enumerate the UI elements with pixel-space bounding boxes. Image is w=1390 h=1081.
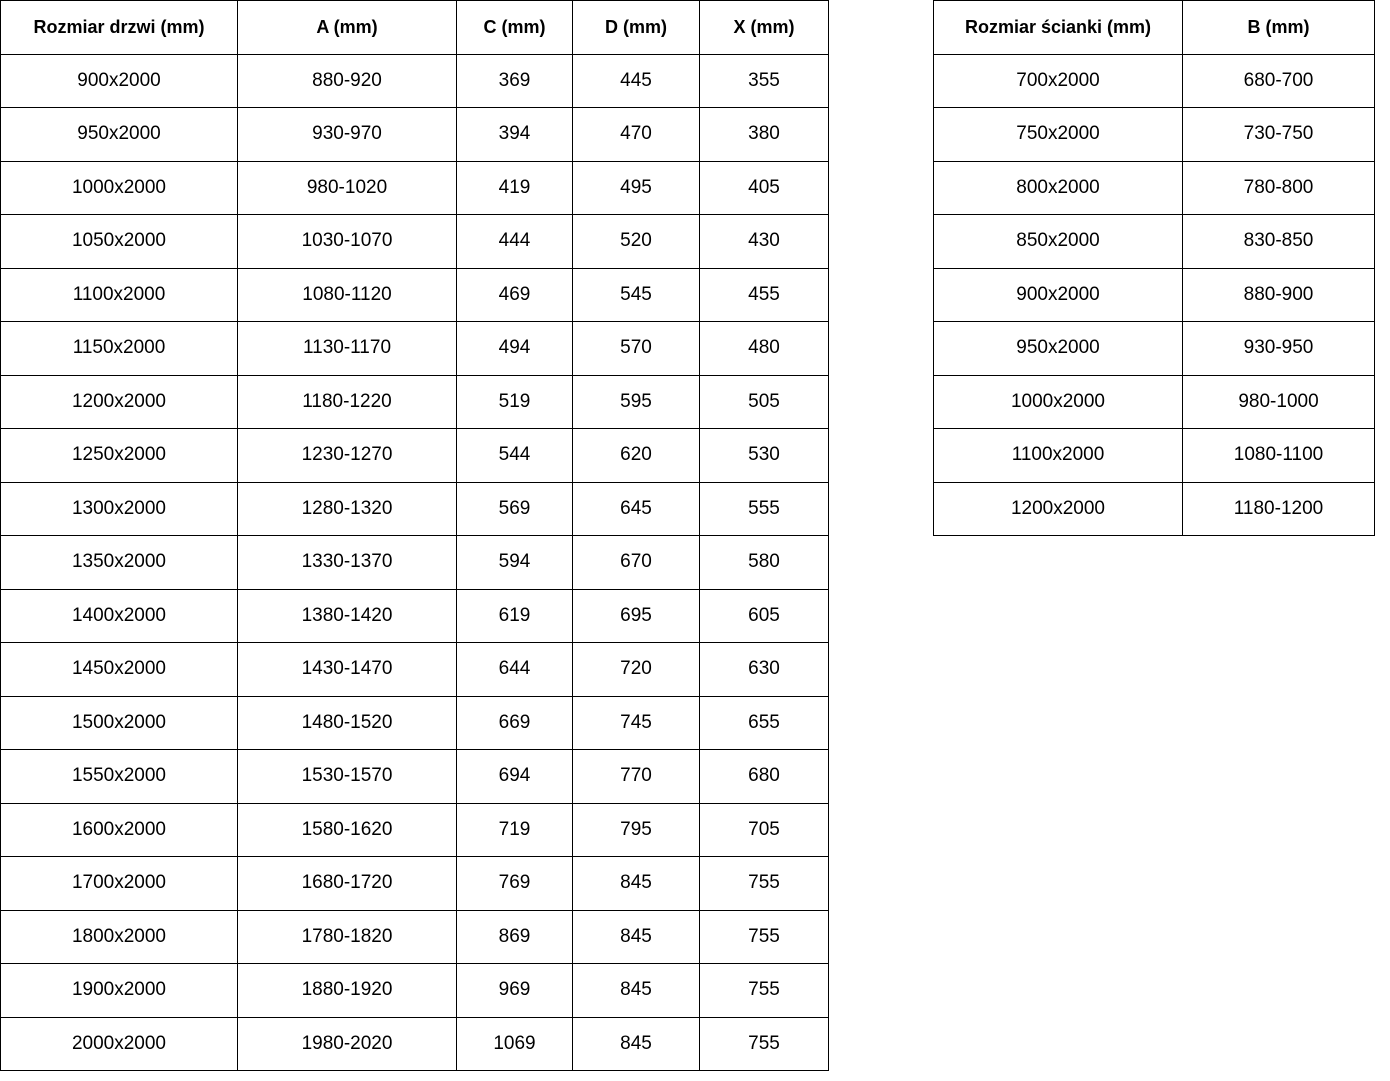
table-cell: 830-850: [1183, 215, 1375, 269]
table-cell: 1680-1720: [238, 857, 457, 911]
table-cell: 1530-1570: [238, 750, 457, 804]
table-row: [934, 322, 1375, 376]
table-cell: 355: [700, 54, 829, 108]
column-header-wall-size: Rozmiar ścianki (mm): [934, 1, 1183, 55]
table-cell: 880-920: [238, 54, 457, 108]
table-cell: 680-700: [1183, 54, 1375, 108]
table-cell: 1180-1200: [1183, 482, 1375, 536]
table-row: [1, 803, 829, 857]
table-cell: 580: [700, 536, 829, 590]
table-cell: 800x2000: [934, 161, 1183, 215]
table-cell: 1030-1070: [238, 215, 457, 269]
table-cell: 730-750: [1183, 108, 1375, 162]
table-cell: 444: [457, 215, 573, 269]
table-cell: 1150x2000: [1, 322, 238, 376]
table-cell: 494: [457, 322, 573, 376]
table-cell: 850x2000: [934, 215, 1183, 269]
table-cell: 619: [457, 589, 573, 643]
table-cell: 900x2000: [1, 54, 238, 108]
table-cell: 869: [457, 910, 573, 964]
table-cell: 1250x2000: [1, 429, 238, 483]
table-cell: 1080-1120: [238, 268, 457, 322]
table-cell: 670: [573, 536, 700, 590]
table-cell: 1430-1470: [238, 643, 457, 697]
table-cell: 845: [573, 964, 700, 1018]
table-cell: 1300x2000: [1, 482, 238, 536]
table-cell: 1450x2000: [1, 643, 238, 697]
table-cell: 380: [700, 108, 829, 162]
table-cell: 1000x2000: [1, 161, 238, 215]
table-cell: 930-970: [238, 108, 457, 162]
table-cell: 750x2000: [934, 108, 1183, 162]
table-row: [934, 482, 1375, 536]
table-cell: 530: [700, 429, 829, 483]
table-cell: 505: [700, 375, 829, 429]
table-cell: 620: [573, 429, 700, 483]
table-row: [1, 161, 829, 215]
table-row: [934, 54, 1375, 108]
table-cell: 780-800: [1183, 161, 1375, 215]
table-cell: 419: [457, 161, 573, 215]
table-cell: 1380-1420: [238, 589, 457, 643]
table-cell: 969: [457, 964, 573, 1018]
table-row: [1, 54, 829, 108]
table-cell: 570: [573, 322, 700, 376]
table-cell: 519: [457, 375, 573, 429]
table-cell: 394: [457, 108, 573, 162]
table-row: [1, 643, 829, 697]
table-cell: 1180-1220: [238, 375, 457, 429]
table-cell: 1350x2000: [1, 536, 238, 590]
table-cell: 470: [573, 108, 700, 162]
table-cell: 700x2000: [934, 54, 1183, 108]
table-row: [1, 108, 829, 162]
column-header-x: X (mm): [700, 1, 829, 55]
table-row: [1, 750, 829, 804]
table-cell: 900x2000: [934, 268, 1183, 322]
table-row: [1, 268, 829, 322]
table-cell: 2000x2000: [1, 1017, 238, 1071]
table-cell: 605: [700, 589, 829, 643]
table-cell: 445: [573, 54, 700, 108]
table-cell: 1050x2000: [1, 215, 238, 269]
table-cell: 1600x2000: [1, 803, 238, 857]
table-cell: 555: [700, 482, 829, 536]
table-row: [1, 482, 829, 536]
table-row: [1, 429, 829, 483]
table-cell: 845: [573, 910, 700, 964]
table-cell: 594: [457, 536, 573, 590]
table-cell: 745: [573, 696, 700, 750]
table-cell: 980-1020: [238, 161, 457, 215]
table-row: [934, 268, 1375, 322]
table-cell: 569: [457, 482, 573, 536]
table-row: [1, 375, 829, 429]
table-row: [1, 215, 829, 269]
table-cell: 1480-1520: [238, 696, 457, 750]
table-cell: 644: [457, 643, 573, 697]
table-cell: 1700x2000: [1, 857, 238, 911]
table-row: [1, 696, 829, 750]
table-row: [1, 536, 829, 590]
table-cell: 1330-1370: [238, 536, 457, 590]
table-cell: 1580-1620: [238, 803, 457, 857]
column-header-door-size: Rozmiar drzwi (mm): [1, 1, 238, 55]
table-cell: 1100x2000: [934, 429, 1183, 483]
table-row: [1, 589, 829, 643]
table-cell: 544: [457, 429, 573, 483]
table-row: [1, 964, 829, 1018]
table-cell: 430: [700, 215, 829, 269]
table-row: [1, 322, 829, 376]
table-cell: 669: [457, 696, 573, 750]
table-cell: 595: [573, 375, 700, 429]
column-header-b: B (mm): [1183, 1, 1375, 55]
table-cell: 1130-1170: [238, 322, 457, 376]
table-cell: 694: [457, 750, 573, 804]
table-cell: 1500x2000: [1, 696, 238, 750]
table-cell: 495: [573, 161, 700, 215]
column-header-a: A (mm): [238, 1, 457, 55]
table-cell: 769: [457, 857, 573, 911]
table-row: [1, 857, 829, 911]
table-cell: 1280-1320: [238, 482, 457, 536]
table-cell: 719: [457, 803, 573, 857]
table-cell: 795: [573, 803, 700, 857]
table-cell: 720: [573, 643, 700, 697]
table-cell: 1080-1100: [1183, 429, 1375, 483]
table-cell: 770: [573, 750, 700, 804]
table-cell: 1100x2000: [1, 268, 238, 322]
table-cell: 520: [573, 215, 700, 269]
table-cell: 755: [700, 1017, 829, 1071]
table-cell: 645: [573, 482, 700, 536]
table-row: [1, 1017, 829, 1071]
table-header-row: [1, 1, 829, 55]
table-cell: 1780-1820: [238, 910, 457, 964]
table-cell: 1230-1270: [238, 429, 457, 483]
table-cell: 1550x2000: [1, 750, 238, 804]
table-cell: 930-950: [1183, 322, 1375, 376]
table-row: [934, 429, 1375, 483]
table-cell: 980-1000: [1183, 375, 1375, 429]
table-header-row: [934, 1, 1375, 55]
table-cell: 705: [700, 803, 829, 857]
table-cell: 1900x2000: [1, 964, 238, 1018]
table-cell: 480: [700, 322, 829, 376]
table-cell: 655: [700, 696, 829, 750]
table-cell: 1980-2020: [238, 1017, 457, 1071]
table-cell: 405: [700, 161, 829, 215]
table-cell: 545: [573, 268, 700, 322]
table-cell: 1800x2000: [1, 910, 238, 964]
table-row: [934, 108, 1375, 162]
table-cell: 680: [700, 750, 829, 804]
table-cell: 845: [573, 857, 700, 911]
table-cell: 1880-1920: [238, 964, 457, 1018]
table-cell: 950x2000: [934, 322, 1183, 376]
table-cell: 469: [457, 268, 573, 322]
table-cell: 1069: [457, 1017, 573, 1071]
wall-dimensions-table: [933, 0, 1375, 536]
table-cell: 455: [700, 268, 829, 322]
column-header-d: D (mm): [573, 1, 700, 55]
table-cell: 1400x2000: [1, 589, 238, 643]
table-cell: 1200x2000: [934, 482, 1183, 536]
table-cell: 369: [457, 54, 573, 108]
table-row: [934, 215, 1375, 269]
table-row: [934, 375, 1375, 429]
table-cell: 755: [700, 910, 829, 964]
column-header-c: C (mm): [457, 1, 573, 55]
table-cell: 1000x2000: [934, 375, 1183, 429]
table-cell: 845: [573, 1017, 700, 1071]
table-cell: 1200x2000: [1, 375, 238, 429]
table-cell: 695: [573, 589, 700, 643]
table-cell: 880-900: [1183, 268, 1375, 322]
table-row: [934, 161, 1375, 215]
table-row: [1, 910, 829, 964]
table-cell: 950x2000: [1, 108, 238, 162]
wall-table-container: [933, 0, 1374, 536]
table-cell: 755: [700, 857, 829, 911]
table-cell: 755: [700, 964, 829, 1018]
table-cell: 630: [700, 643, 829, 697]
